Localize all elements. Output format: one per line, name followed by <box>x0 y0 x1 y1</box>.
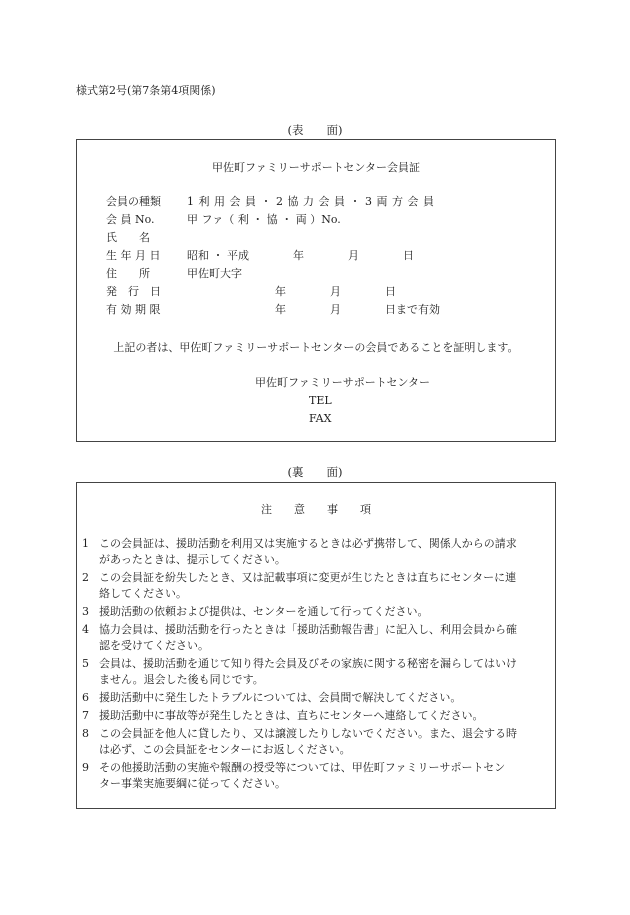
item-line: 協力会員は、援助活動を行ったときは「援助活動報告書」に記入し、利用会員から確 <box>99 623 517 636</box>
item-line: 援助活動中に事故等が発生したときは、直ちにセンターへ連絡してください。 <box>99 709 484 722</box>
row-value-birthdate: 昭和 ・ 平成 年 月 日 <box>187 249 414 262</box>
member-card-back <box>76 482 556 809</box>
row-label-birthdate: 生 年 月 日 <box>106 249 161 262</box>
item-line: この会員証は、援助活動を利用又は実施するときは必ず携帯して、関係人からの請求 <box>99 537 517 550</box>
row-label-member-type: 会員の種類 <box>106 195 161 208</box>
item-line: その他援助活動の実施や報酬の授受等については、甲佐町ファミリーサポートセン <box>99 761 506 774</box>
item-line: があったときは、提示してください。 <box>99 553 286 566</box>
issuer-name: 甲佐町ファミリーサポートセンター <box>255 376 431 389</box>
back-section-title: (裏 面) <box>287 465 343 479</box>
front-section-title: (表 面) <box>287 123 343 137</box>
item-number: 6 <box>82 691 89 704</box>
item-line: ター事業実施要綱に従ってください。 <box>99 777 286 790</box>
item-line: 会員は、援助活動を通じて知り得た会員及びその家族に関する秘密を漏らしてはいけ <box>99 657 517 670</box>
member-card-front <box>76 139 556 442</box>
row-value-member-type: 1 利 用 会 員 ・ 2 協 力 会 員 ・ 3 両 方 会 員 <box>187 195 435 208</box>
item-number: 4 <box>82 623 89 636</box>
item-number: 1 <box>82 537 89 550</box>
certification-text: 上記の者は、甲佐町ファミリーサポートセンターの会員であることを証明します。 <box>113 341 519 354</box>
item-number: 7 <box>82 709 89 722</box>
tel-label: TEL <box>309 394 332 407</box>
item-line: は必ず、この会員証をセンターにお返しください。 <box>99 743 351 756</box>
item-line: この会員証を紛失したとき、又は記載事項に変更が生じたときは直ちにセンターに連 <box>99 571 517 584</box>
item-line: 援助活動中に発生したトラブルについては、会員間で解決してください。 <box>99 691 462 704</box>
item-line: 絡してください。 <box>99 587 187 600</box>
row-value-issue-date: 年 月 日 <box>187 285 396 298</box>
form-label: 様式第2号(第7条第4項関係) <box>76 84 216 97</box>
item-line: 援助活動の依頼および提供は、センターを通して行ってください。 <box>99 605 429 618</box>
fax-label: FAX <box>309 412 332 425</box>
item-line: ません。退会した後も同じです。 <box>99 673 264 686</box>
row-label-name: 氏 名 <box>106 231 150 244</box>
row-label-address: 住 所 <box>106 267 150 280</box>
row-value-member-no: 甲 ファ（ 利 ・ 協 ・ 両 ）No. <box>187 213 341 226</box>
item-line: この会員証を他人に貸したり、又は譲渡したりしないでください。また、退会する時 <box>99 727 517 740</box>
row-value-address: 甲佐町大字 <box>187 267 242 280</box>
row-label-expiry: 有 効 期 限 <box>106 303 161 316</box>
notes-title: 注 意 事 項 <box>261 503 371 516</box>
row-label-issue-date: 発 行 日 <box>106 285 161 298</box>
item-number: 3 <box>82 605 89 618</box>
row-value-expiry: 年 月 日まで有効 <box>187 303 440 316</box>
item-number: 2 <box>82 571 89 584</box>
card-title: 甲佐町ファミリーサポートセンター会員証 <box>211 161 420 174</box>
item-number: 5 <box>82 657 89 670</box>
item-number: 9 <box>82 761 89 774</box>
item-number: 8 <box>82 727 89 740</box>
row-label-member-no: 会 員 No. <box>106 213 155 226</box>
item-line: 認を受けてください。 <box>99 639 209 652</box>
